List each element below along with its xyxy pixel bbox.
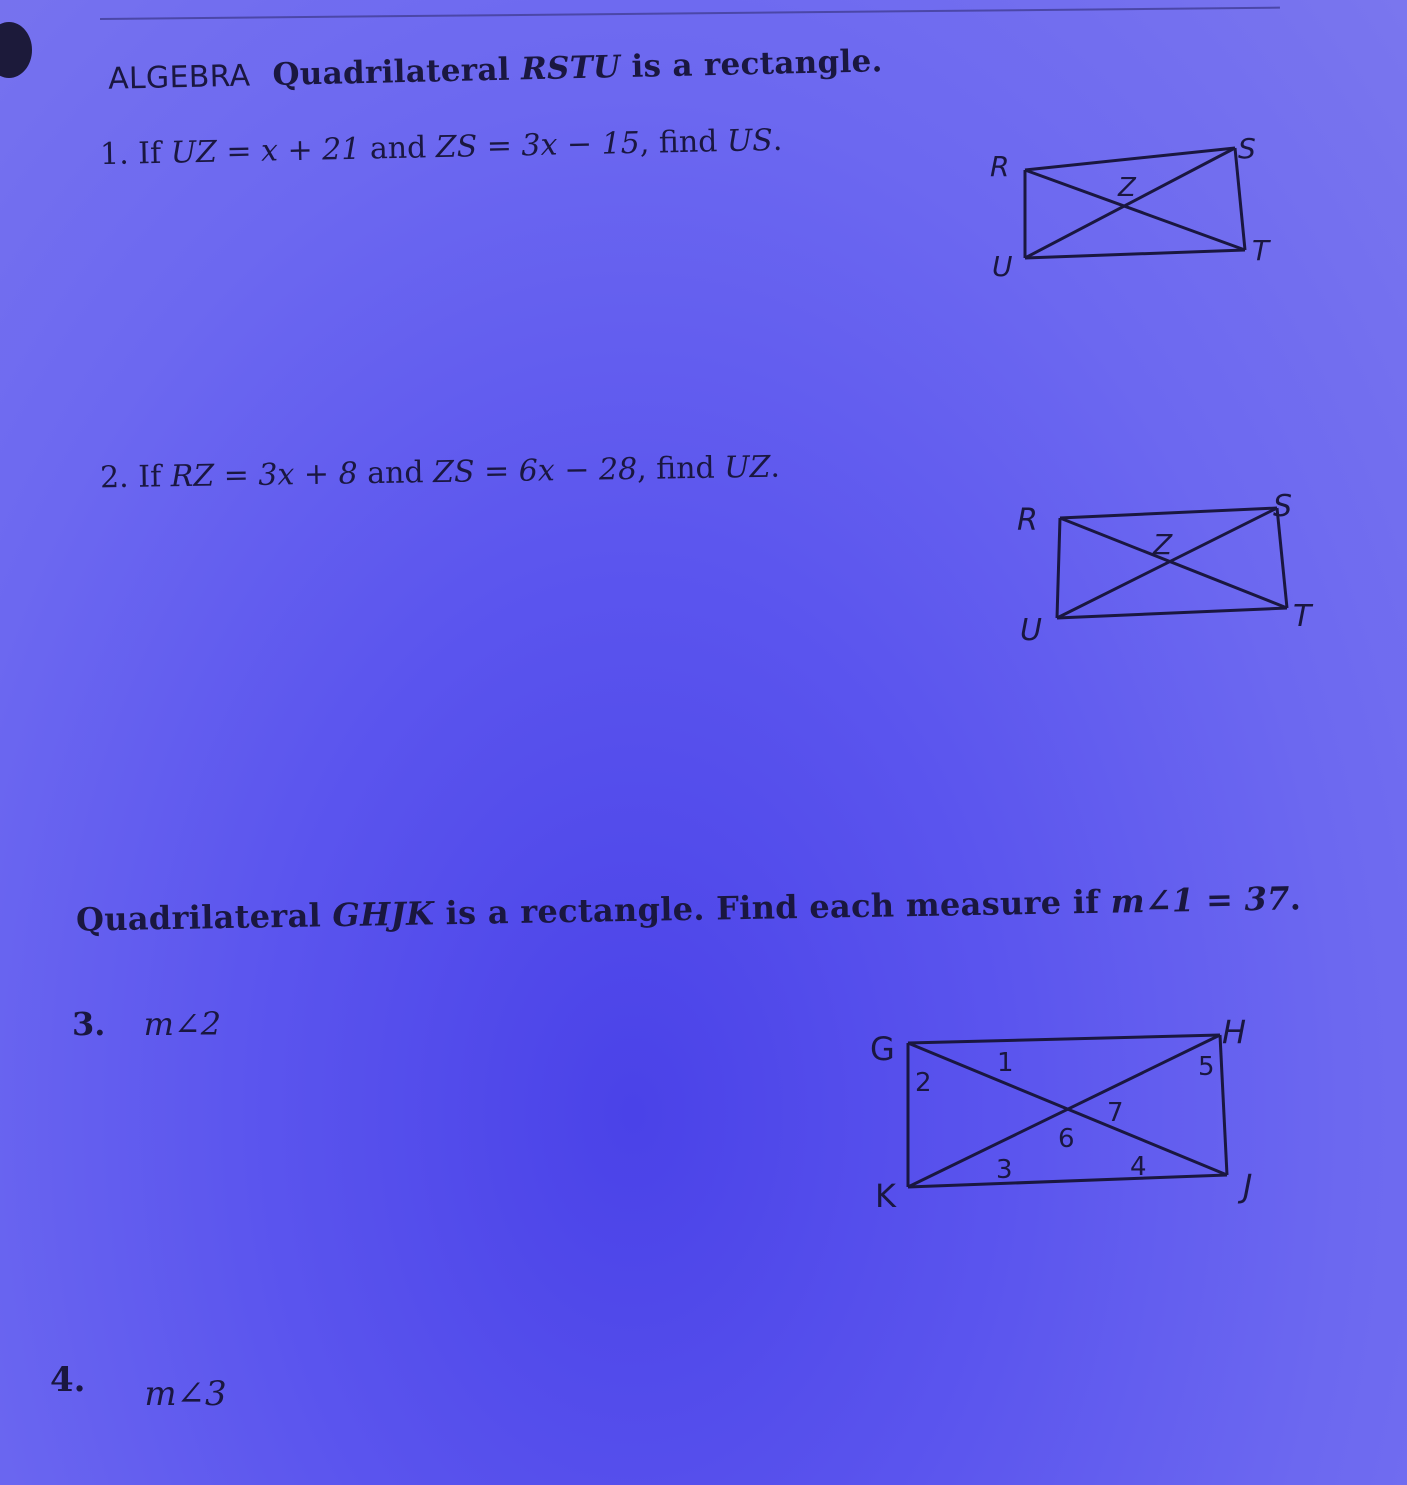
side-rs xyxy=(1025,148,1235,170)
rectangle-rstu-figure-1 xyxy=(990,130,1280,283)
angle-2: 2 xyxy=(915,1068,932,1098)
problem-number: 4. xyxy=(50,1360,86,1400)
problem-expr: m∠3 xyxy=(144,1374,227,1414)
side-rs xyxy=(1060,508,1277,518)
diagonal-us xyxy=(1057,508,1277,618)
problem-target: UZ xyxy=(724,449,771,486)
diagonal-rt xyxy=(1060,518,1287,608)
side-hj xyxy=(1220,1035,1227,1175)
problem-number: 2. xyxy=(99,459,129,496)
center-z: Z xyxy=(1118,173,1136,203)
problem-and: and xyxy=(369,130,427,167)
side-jk xyxy=(908,1175,1227,1187)
angle-7: 7 xyxy=(1107,1098,1124,1128)
side-gh xyxy=(908,1035,1220,1043)
title-var: GHJK xyxy=(332,894,435,935)
rectangle-ghjk-figure xyxy=(865,1015,1265,1215)
angle-3: 3 xyxy=(996,1155,1013,1185)
side-tu xyxy=(1025,250,1245,258)
angle-4: 4 xyxy=(1130,1152,1147,1182)
title-post: is a rectangle. xyxy=(619,43,884,86)
angle-5: 5 xyxy=(1198,1052,1215,1082)
problem-if: If xyxy=(137,459,162,495)
vertex-s: S xyxy=(1273,489,1293,524)
problem-4 xyxy=(50,1360,227,1414)
vertex-u: U xyxy=(1020,613,1042,648)
section2-heading xyxy=(76,879,1302,938)
problem-and: and xyxy=(366,455,424,492)
vertex-j: J xyxy=(1243,1167,1253,1205)
diagonal-us xyxy=(1025,148,1235,258)
title-var: RSTU xyxy=(520,49,621,88)
top-rule xyxy=(100,7,1280,20)
angle-6: 6 xyxy=(1058,1124,1075,1154)
problem-target: US xyxy=(726,123,774,160)
vertex-r: R xyxy=(1017,503,1038,538)
diagonal-kh xyxy=(908,1035,1220,1187)
title-pre: Quadrilateral xyxy=(75,896,333,939)
page-edge-shadow xyxy=(0,22,32,78)
problem-expr2: ZS = 6x − 28 xyxy=(432,451,638,491)
problem-end: . xyxy=(772,122,783,159)
vertex-s: S xyxy=(1238,132,1256,165)
vertex-u: U xyxy=(992,250,1013,283)
rectangle-rstu-figure-2 xyxy=(1015,490,1315,650)
problem-number: 1. xyxy=(99,136,130,173)
problem-find: , find xyxy=(639,124,718,161)
angle-1: 1 xyxy=(997,1048,1014,1078)
subject-label: ALGEBRA xyxy=(107,58,251,97)
vertex-t: T xyxy=(1293,599,1312,634)
problem-end: . xyxy=(770,449,781,485)
section1-heading xyxy=(108,43,883,97)
problem-3 xyxy=(72,1005,221,1043)
problem-expr1: RZ = 3x + 8 xyxy=(170,456,358,495)
problem-1 xyxy=(100,123,783,172)
vertex-t: T xyxy=(1252,234,1270,267)
center-z: Z xyxy=(1153,528,1173,561)
side-tu xyxy=(1057,608,1287,618)
title-mid: is a rectangle. Find each measure if xyxy=(433,882,1112,933)
vertex-h: H xyxy=(1222,1013,1247,1051)
condition: m∠1 = 37 xyxy=(1110,879,1291,921)
vertex-r: R xyxy=(990,150,1010,183)
vertex-g: G xyxy=(870,1030,895,1068)
vertex-k: K xyxy=(875,1177,896,1215)
problem-if: If xyxy=(137,135,162,172)
problem-2 xyxy=(100,450,780,496)
problem-expr1: UZ = x + 21 xyxy=(170,131,361,171)
problem-expr2: ZS = 3x − 15 xyxy=(435,125,641,166)
title-pre: Quadrilateral xyxy=(272,51,522,94)
side-ur xyxy=(1057,518,1060,618)
problem-number: 3. xyxy=(72,1005,106,1043)
problem-expr: m∠2 xyxy=(143,1005,222,1043)
title-end: . xyxy=(1289,879,1302,918)
problem-find: , find xyxy=(636,450,716,487)
